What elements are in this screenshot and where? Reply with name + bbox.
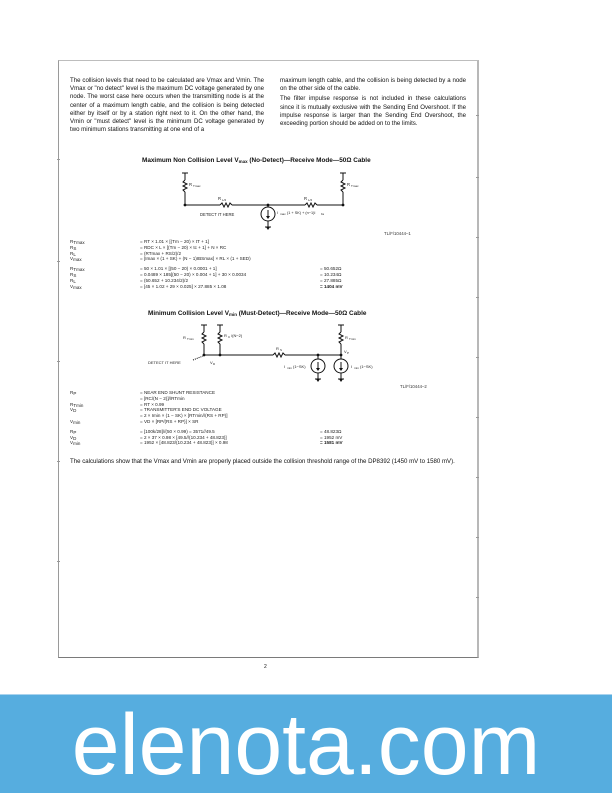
svg-text:R: R [276, 346, 279, 351]
equations-vmin [70, 390, 380, 446]
equation-row: $V_{min}$ = 1952 × [48.823/(10.234 + 48.823)] × 0.98 = 1581 mV [70, 440, 343, 447]
page-number: 2 [264, 664, 267, 670]
margin-tick [57, 261, 60, 262]
svg-text:D: D [213, 362, 216, 366]
svg-text:Tmax: Tmax [351, 184, 359, 188]
right-column [280, 77, 466, 130]
margin-tick [476, 297, 479, 298]
svg-text:I: I [277, 211, 279, 215]
figure1-reference: TL/F/10444–1 [384, 231, 411, 236]
continuation-paragraph: maximum length cable, and the collision is being detected by a node on the other side of the cable. [280, 77, 466, 93]
equation-row: $R_S$ = 0.0489 × 185[(50 − 20) × 0.004 + 1] + 30 × 0.0034 = 10.234Ω [70, 271, 342, 278]
figure2-title: Minimum Collision Level $V_{min}$ (Must-Detect)—Receive Mode—50Ω Cable [148, 310, 367, 317]
equation-row: $R_P$ = [100k/28]//(50 × 0.99) = 3571//49.5 = 48.823Ω [70, 428, 342, 435]
svg-text:R: R [189, 182, 193, 187]
node-dot [267, 204, 270, 207]
equation-row: $V_{min}$ = VD × [RP/(RS + RP)] × SR [70, 418, 199, 425]
svg-text:C: C [228, 335, 231, 339]
svg-text:R: R [183, 335, 186, 340]
figure1-title: Maximum Non Collision Level $V_{max}$ (No-Detect)—Receive Mode—50Ω Cable [142, 157, 371, 164]
svg-text:/(N−2): /(N−2) [231, 333, 243, 338]
margin-tick [476, 597, 479, 598]
margin-tick [476, 417, 479, 418]
detect-label: DETECT IT HERE [148, 360, 181, 365]
svg-text:S: S [280, 348, 283, 352]
margin-tick [476, 115, 479, 116]
margin-tick [476, 537, 479, 538]
brand-logo-text[interactable]: elenota.com [71, 697, 541, 793]
svg-text:L/2: L/2 [308, 198, 313, 202]
equation-row: $V_{max}$ = [Imax × (1 + SK) + (N − 1)IBSmax] × RL × (1 + SED) [70, 256, 251, 263]
figure2-reference: TL/F/10444–2 [400, 384, 427, 389]
svg-text:min: min [354, 366, 359, 370]
margin-tick [57, 361, 60, 362]
conclusion-paragraph: The calculations show that the Vmax and Vmin are properly placed outside the collision threshold range of the DP8392 (1450 mV to 1580 mV). [70, 458, 455, 465]
equation-row: $V_D$ = 2 × 37 × 0.98 × [49.5//(10.234 + 48.823)] = 1952 mV [70, 434, 343, 441]
svg-text:min: min [287, 366, 292, 370]
svg-text:V: V [210, 360, 213, 365]
equation-row: $R_{Tmax}$ = 50 × 1.01 × [(50 − 20) × 0.0001 + 1] = 50.652Ω [70, 266, 342, 273]
node-dot [342, 204, 345, 207]
svg-text:P: P [347, 351, 350, 355]
svg-text:V: V [344, 349, 347, 354]
watermark-banner [0, 694, 612, 793]
equation-row: $R_{Tmin}$ = RT × 0.99 [70, 401, 165, 408]
svg-text:R: R [218, 196, 222, 201]
svg-text:Tmin: Tmin [349, 337, 356, 341]
impulse-paragraph: The filter impulse response is not included in these calculations since it is mutually exclusive with the Sending End Overshoot. If the impulse response is larger than the Sending End Overshoot, the exceeding portion should be added on to the limits. [280, 95, 466, 128]
margin-tick [476, 237, 479, 238]
left-column [70, 77, 264, 136]
svg-text:Tmax: Tmax [193, 184, 201, 188]
equation-row: = [RC/(N − 2)]//RTmin [140, 395, 185, 401]
intro-paragraph: The collision levels that need to be calculated are Vmax and Vmin. The Vmax or "no detect" level is the maximum DC voltage generated by one node. The worst case here occurs when the transmitting node is at the center of a maximum length cable, and the collision is being detected either by itself or by a station right next to it. On the other hand, the Vmin or "must detect" level is the minimum DC voltage generated by two minimum stations transmitting at one end of a [70, 77, 264, 134]
svg-text:I: I [351, 364, 353, 369]
figure1-circuit-diagram [180, 170, 360, 232]
svg-text:R: R [345, 335, 348, 340]
equation-row: $R_P$ = NEAR END SHUNT RESISTANCE [70, 390, 216, 396]
margin-tick [57, 159, 60, 160]
equation-row: = 2 × Imin × (1 − SK) × [RTmin//(RS + RP)] [140, 413, 228, 419]
svg-text:max: max [280, 212, 286, 216]
equation-row: $V_D$ = TRANSMITTER'S END DC VOLTAGE [70, 407, 222, 414]
svg-text:R: R [304, 196, 308, 201]
equation-row: $V_{max}$ = [45 × 1.02 + 29 × 0.025] × 27.885 × 1.08 = 1404 mV [70, 283, 343, 290]
svg-text:R: R [347, 182, 351, 187]
svg-text:Tmin: Tmin [187, 337, 194, 341]
margin-tick [476, 477, 479, 478]
svg-text:I: I [284, 364, 286, 369]
equation-row: $R_L$ = (50.652 + 10.234/2)/2 = 27.885Ω [70, 277, 342, 284]
svg-text:R: R [224, 333, 227, 338]
node-dot [184, 204, 187, 207]
svg-text:bs: bs [321, 212, 325, 216]
margin-tick [57, 561, 60, 562]
margin-tick [476, 357, 479, 358]
svg-text:(1 + SK) + (n−1)I: (1 + SK) + (n−1)I [287, 211, 316, 215]
svg-text:(1−SK): (1−SK) [360, 364, 373, 369]
equation-row: $R_L$ = (RTmax + RS/2)/2 [70, 250, 182, 257]
equations-vmax [70, 239, 380, 289]
detect-label: DETECT IT HERE [200, 212, 235, 217]
margin-tick [57, 461, 60, 462]
equation-row: $R_{Tmax}$ = RT × 1.01 × [(Tm − 20) × tT + 1] [70, 239, 209, 245]
figure2-circuit-diagram [148, 322, 398, 386]
svg-text:L/2: L/2 [222, 198, 227, 202]
svg-text:(1−SK): (1−SK) [293, 364, 306, 369]
equation-row: $R_S$ = RDC × L × [(Tm − 20) × tc + 1] + N × RC [70, 244, 227, 251]
margin-tick [476, 177, 479, 178]
